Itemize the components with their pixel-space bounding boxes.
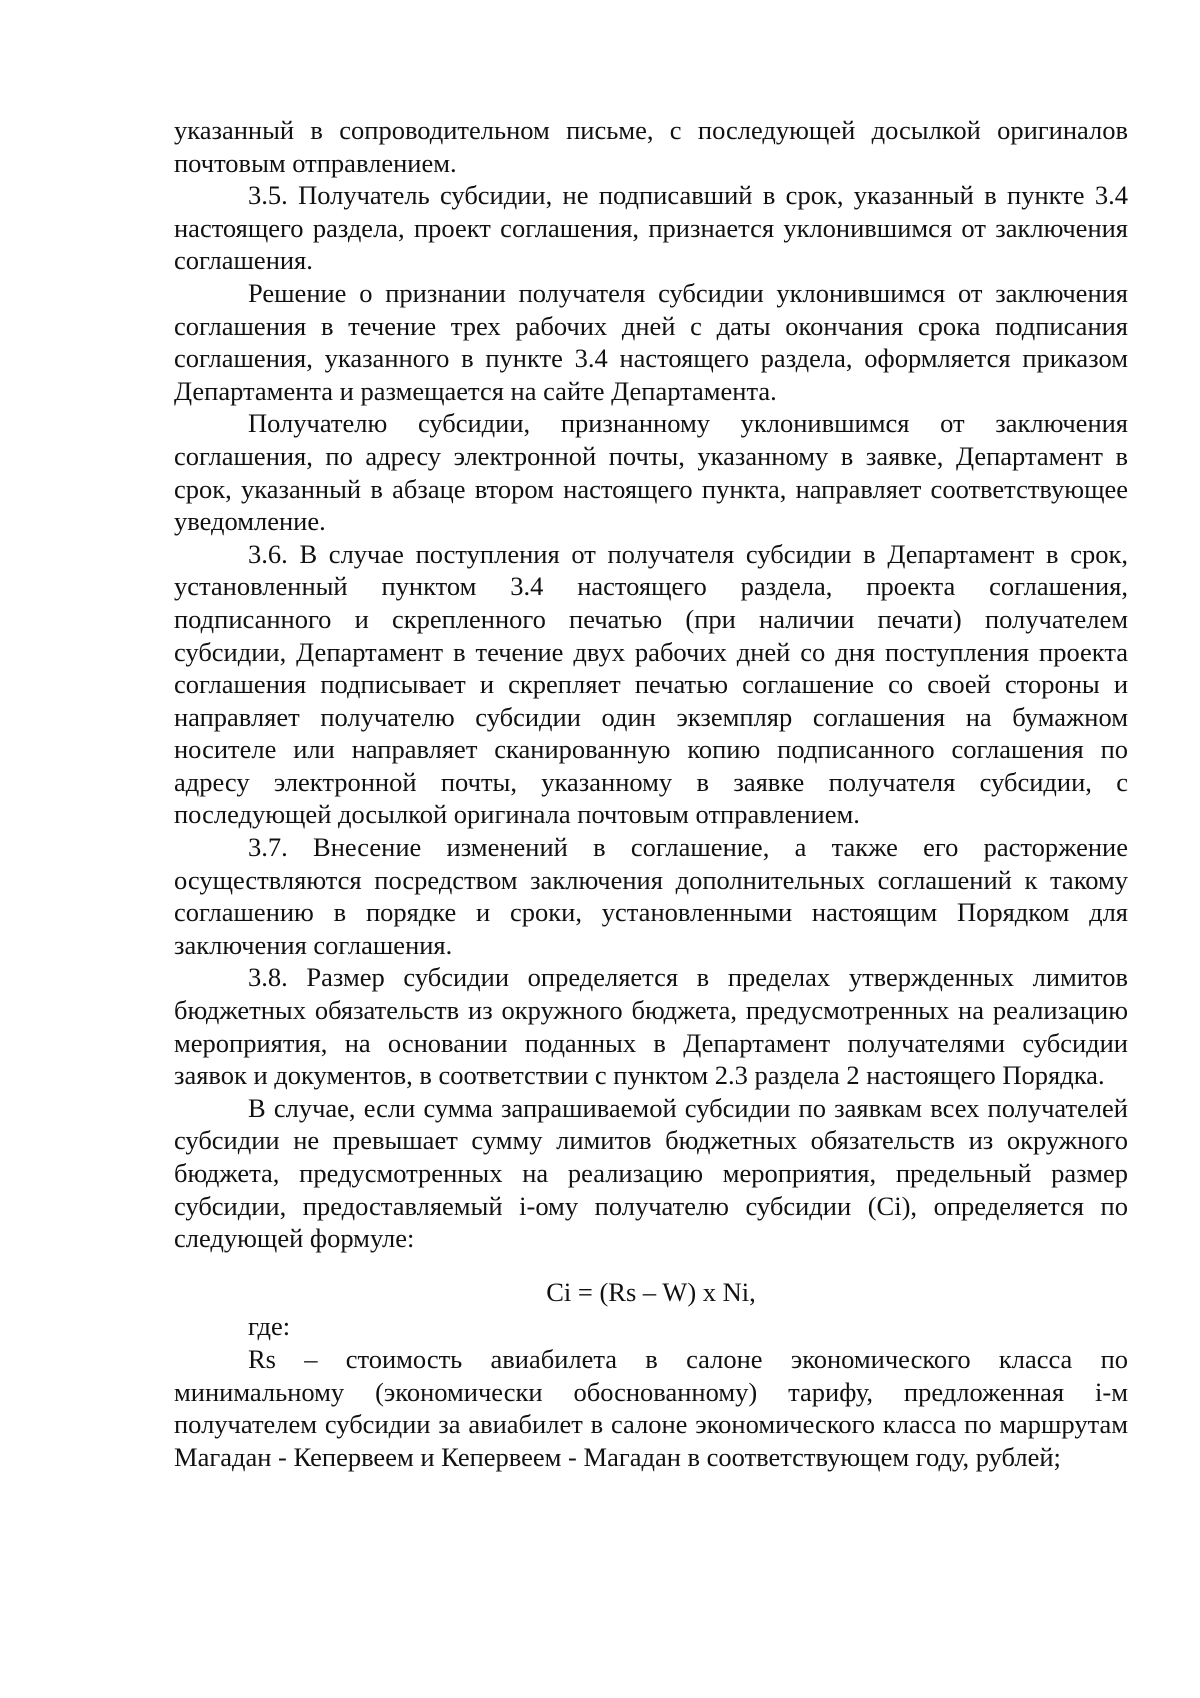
paragraph-continuation: указанный в сопроводительном письме, с последующей досылкой оригиналов почтовым отправлением. [174, 115, 1128, 178]
paragraph-refusal-decision: Решение о признании получателя субсидии уклонившимся от заключения соглашения в течение трех рабочих дней с даты окончания срока подписания соглашения, указанного в пункте 3.4 настоящего раздела, оформляется приказом Департамента и размещается на сайте Департамента. [174, 277, 1128, 406]
paragraph-3-6: 3.6. В случае поступления от получателя субсидии в Департамент в срок, установленный пунктом 3.4 настоящего раздела, проекта соглашения, подписанного и скрепленного печатью (при наличии печати) получателем субсидии, Департамент в течение двух рабочих дней со дня поступления проекта соглашения подписывает и скрепляет печатью соглашение со своей стороны и направляет получателю субсидии один экземпляр соглашения на бумажном носителе или направляет сканированную копию подписанного соглашения по адресу электронной почты, указанному в заявке получателя субсидии, с последующей досылкой оригинала почтовым отправлением. [174, 538, 1128, 830]
formula: Сi = (Rs – W) x Ni, [546, 1276, 756, 1307]
paragraph-notification: Получателю субсидии, признанному уклонившимся от заключения соглашения, по адресу электронной почты, указанному в заявке, Департамент в срок, указанный в абзаце втором настоящего пункта, направляет соответствующее уведомление. [174, 408, 1128, 537]
paragraph-formula-intro: В случае, если сумма запрашиваемой субсидии по заявкам всех получателей субсидии не превышает сумму лимитов бюджетных обязательств из окружного бюджета, предусмотренных на реализацию мероприятия, предельный размер субсидии, предоставляемый i-ому получателю субсидии (Сi), определяется по следующей формуле: [174, 1092, 1128, 1254]
paragraph-3-7: 3.7. Внесение изменений в соглашение, а также его расторжение осуществляются посредством заключения дополнительных соглашений к такому соглашению в порядке и сроки, установленными настоящим Порядком для заключения соглашения. [174, 832, 1128, 960]
paragraph-rs-definition: Rs – стоимость авиабилета в салоне экономического класса по минимальному (экономически обоснованному) тарифу, предложенная i-м получателем субсидии за авиабилет в салоне экономического класса по маршрутам Магадан - Кепервеем и Кепервеем - Магадан в соответствующем году, рублей; [174, 1343, 1128, 1472]
document-body [174, 114, 1128, 1473]
paragraph-3-5: 3.5. Получатель субсидии, не подписавший в срок, указанный в пункте 3.4 настоящего раздела, проект соглашения, признается уклонившимся от заключения соглашения. [174, 180, 1128, 276]
paragraph-3-8: 3.8. Размер субсидии определяется в пределах утвержденных лимитов бюджетных обязательств из окружного бюджета, предусмотренных на реализацию мероприятия, на основании поданных в Департамент получателями субсидии заявок и документов, в соответствии с пунктом 2.3 раздела 2 настоящего Порядка. [174, 962, 1128, 1091]
paragraph-where: где: [248, 1311, 291, 1342]
